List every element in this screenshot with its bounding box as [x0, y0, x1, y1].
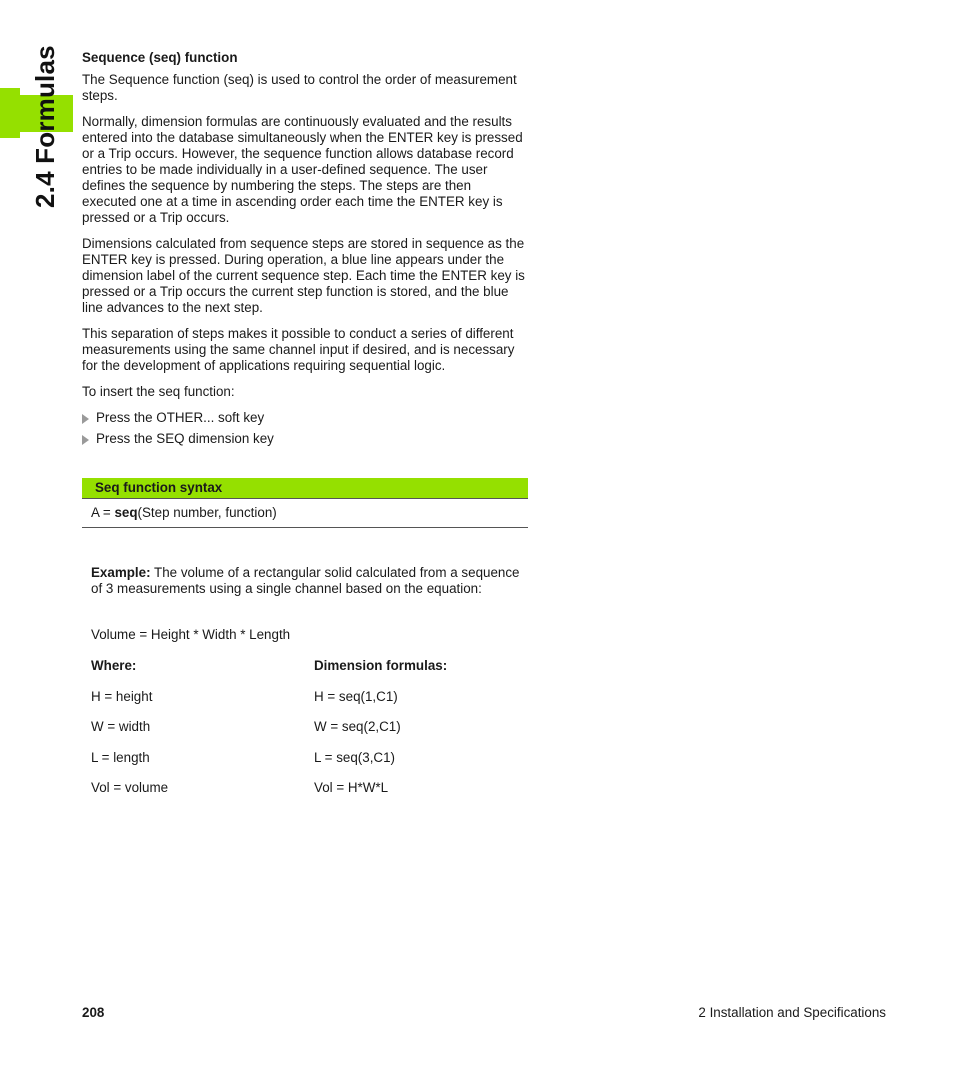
paragraph-insert-instruction: To insert the seq function: [82, 384, 235, 399]
syntax-body [82, 499, 528, 528]
step-item [82, 410, 527, 426]
syntax-prefix: A = [91, 505, 115, 520]
table-cell-formula: H = seq(1,C1) [314, 688, 398, 704]
syntax-keyword: seq [114, 505, 138, 520]
table-cell-variable: W = width [91, 719, 151, 734]
paragraph-stored-steps: Dimensions calculated from sequence steps are stored in sequence as the ENTER key is pressed. During operation, a blue line appears under the dimension label of the current sequence step. Each time the ENTER key is pressed or a Trip occurs the current step function is stored, and the blue line advances to the next step. [82, 236, 525, 315]
table-cell-variable: L = length [91, 749, 150, 765]
table-cell-variable: H = height [91, 688, 153, 704]
example-lead: Example: [91, 565, 151, 580]
section-heading: Sequence (seq) function [82, 50, 238, 65]
paragraph-intro: The Sequence function (seq) is used to control the order of measurement steps. [82, 72, 517, 103]
paragraph-separation: This separation of steps makes it possible to conduct a series of different measurements using the same channel input if desired, and is necessary for the development of applications requiring sequential logic. [82, 326, 515, 373]
triangle-right-icon [82, 435, 89, 445]
table-row [91, 780, 521, 811]
table-cell-formula: W = seq(2,C1) [314, 719, 401, 734]
step-text: Press the OTHER... soft key [96, 410, 265, 425]
table-row [91, 719, 521, 750]
section-tab-accent-bottom [0, 131, 20, 138]
chapter-title: 2 Installation and Specifications [698, 1005, 886, 1020]
main-content [82, 50, 527, 452]
table-cell-variable: Vol = volume [91, 780, 169, 795]
page-number: 208 [82, 1005, 105, 1020]
header-where: Where: [91, 658, 137, 673]
example-equation: Volume = Height * Width * Length [91, 627, 291, 642]
header-dimension-formulas: Dimension formulas: [314, 658, 448, 673]
table-cell-formula: Vol = H*W*L [314, 780, 389, 795]
syntax-box [82, 478, 528, 528]
step-text: Press the SEQ dimension key [96, 431, 274, 446]
table-row [91, 689, 521, 720]
table-header-row [91, 658, 521, 689]
syntax-args: (Step number, function) [137, 505, 277, 520]
triangle-right-icon [82, 414, 89, 424]
example-paragraph [91, 565, 526, 597]
formula-table [91, 658, 521, 811]
table-cell-formula: L = seq(3,C1) [314, 749, 396, 765]
example-text: The volume of a rectangular solid calculated from a sequence of 3 measurements using a single channel based on the equation: [91, 565, 520, 596]
syntax-header: Seq function syntax [82, 478, 528, 499]
table-row [91, 750, 521, 781]
paragraph-normal-evaluation: Normally, dimension formulas are continuously evaluated and the results entered into the database simultaneously when the ENTER key is pressed or a Trip occurs. However, the sequence function allows database record entries to be made individually in a user-defined sequence. The user defines the sequence by numbering the steps. The steps are then executed one at a time in ascending order each time the ENTER key is pressed or a Trip occurs. [82, 114, 523, 225]
step-item [82, 431, 527, 447]
section-title-vertical: 2.4 Formulas [30, 45, 60, 208]
